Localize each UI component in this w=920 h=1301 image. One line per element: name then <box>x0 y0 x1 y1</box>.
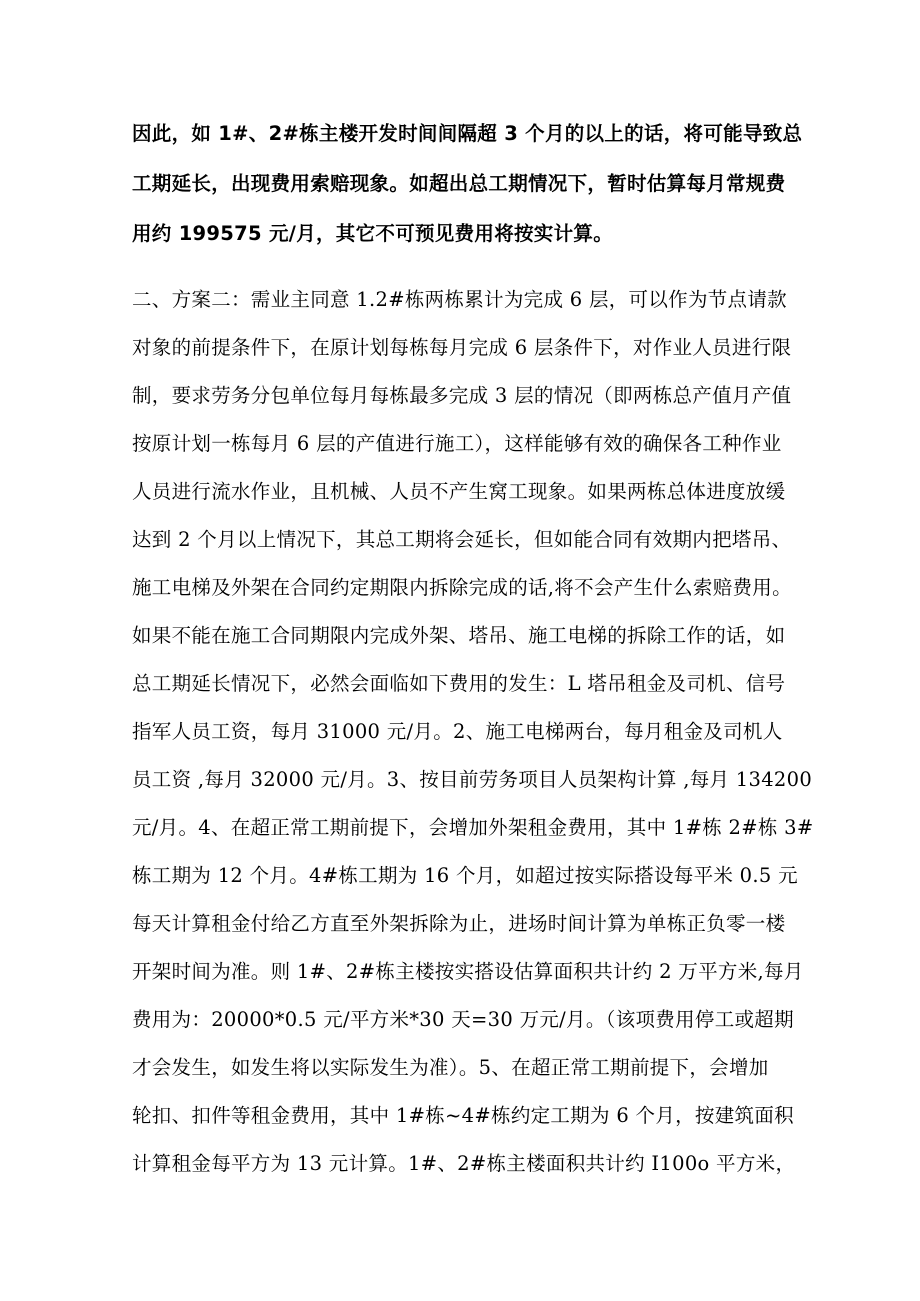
paragraph2-line-17: 才会发生，如发生将以实际发生为准）。5、在超正常工期前提下，会增加 <box>132 1056 769 1079</box>
paragraph2-line-1: 二、方案二：需业主同意 1.2#栋两栋累计为完成 6 层，可以作为节点请款 <box>132 288 787 311</box>
paragraph1-line-3: 用约 199575 元/月，其它不可预见费用将按实计算。 <box>132 222 614 245</box>
paragraph2-line-7: 施工电梯及外架在合同约定期限内拆除完成的话,将不会产生什么索赔费用。 <box>132 576 792 599</box>
paragraph2-line-8: 如果不能在施工合同期限内完成外架、塔吊、施工电梯的拆除工作的话，如 <box>132 624 786 647</box>
paragraph2-line-3: 制，要求劳务分包单位每月每栋最多完成 3 层的情况（即两栋总产值月产值 <box>132 384 792 407</box>
paragraph2-line-9: 总工期延长情况下，必然会面临如下费用的发生：L 塔吊租金及司机、信号 <box>132 672 786 695</box>
paragraph2-line-18: 轮扣、扣件等租金费用，其中 1#栋~4#栋约定工期为 6 个月，按建筑面积 <box>132 1104 794 1127</box>
paragraph2-line-4: 按原计划一栋每月 6 层的产值进行施工），这样能够有效的确保各工种作业 <box>132 432 782 455</box>
paragraph2-line-11: 员工资 ,每月 32000 元/月。3、按目前劳务项目人员架构计算 ,每月 134200 <box>132 768 813 791</box>
paragraph2-line-15: 开架时间为准。则 1#、2#栋主楼按实搭设估算面积共计约 2 万平方米,每月 <box>132 960 804 983</box>
paragraph2-line-12: 元/月。4、在超正常工期前提下，会增加外架租金费用，其中 1#栋 2#栋 3# <box>132 816 814 839</box>
paragraph1-line-1: 因此，如 1#、2#栋主楼开发时间间隔超 3 个月的以上的话，将可能导致总 <box>132 122 803 145</box>
paragraph2-line-19: 计算租金每平方为 13 元计算。1#、2#栋主楼面积共计约 I100o 平方米， <box>132 1152 796 1175</box>
paragraph2-line-13: 栋工期为 12 个月。4#栋工期为 16 个月，如超过按实际搭设每平米 0.5 元 <box>132 864 798 887</box>
paragraph2-line-5: 人员进行流水作业，且机械、人员不产生窝工现象。如果两栋总体进度放缓 <box>132 480 786 503</box>
paragraph2-line-14: 每天计算租金付给乙方直至外架拆除为止，进场时间计算为单栋正负零一楼 <box>132 912 786 935</box>
paragraph2-line-16: 费用为：20000*0.5 元/平方米*30 天=30 万元/月。（该项费用停工或超期 <box>132 1008 794 1031</box>
paragraph1-line-2: 工期延长，出现费用索赔现象。如超出总工期情况下，暂时估算每月常规费 <box>132 172 786 195</box>
paragraph2-line-6: 达到 2 个月以上情况下，其总工期将会延长，但如能合同有效期内把塔吊、 <box>132 528 792 551</box>
paragraph2-line-2: 对象的前提条件下，在原计划每栋每月完成 6 层条件下，对作业人员进行限 <box>132 336 792 359</box>
paragraph2-line-10: 指军人员工资，每月 31000 元/月。2、施工电梯两台，每月租金及司机人 <box>132 720 783 743</box>
